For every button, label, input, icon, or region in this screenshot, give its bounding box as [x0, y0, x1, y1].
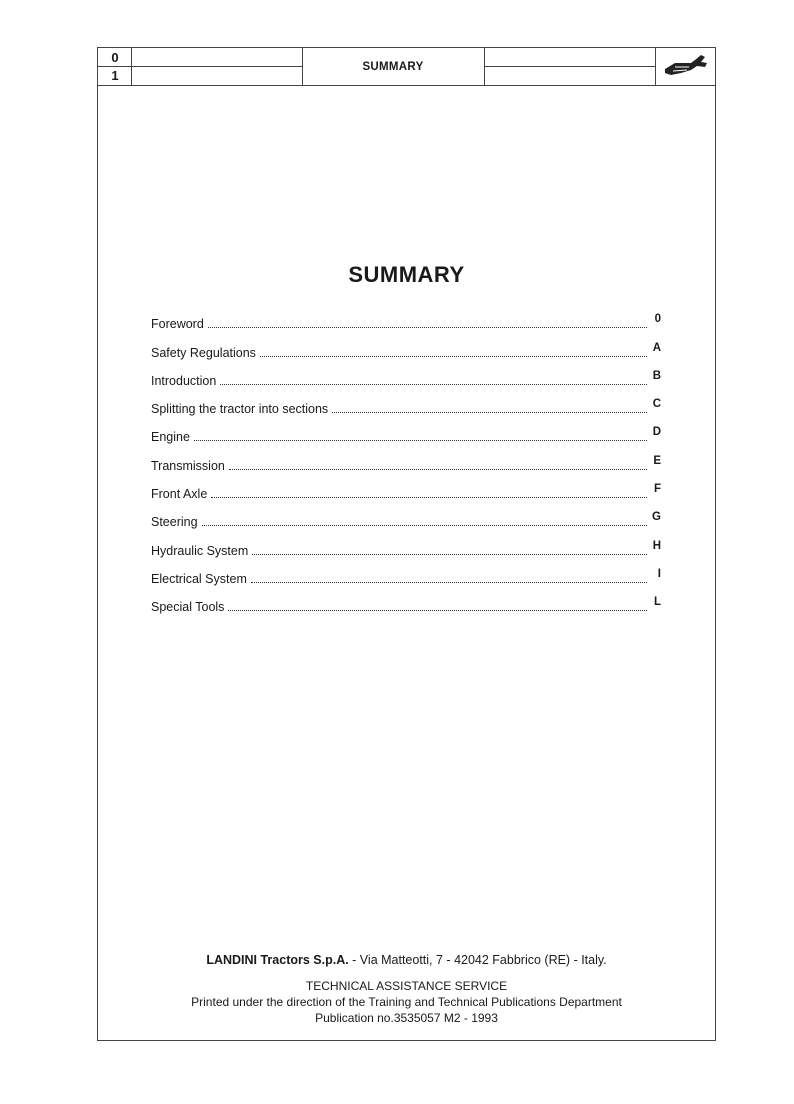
toc-label: Introduction	[151, 373, 217, 388]
toc-entry[interactable]	[151, 586, 661, 614]
toc-label: Engine	[151, 430, 190, 445]
toc-label: Electrical System	[151, 571, 247, 586]
toc-entry[interactable]	[151, 388, 661, 416]
page-frame	[97, 47, 716, 1041]
toc-section-letter: B	[652, 369, 661, 382]
toc-label: Foreword	[151, 317, 204, 332]
header-left-rule	[132, 66, 302, 67]
table-of-contents	[151, 303, 661, 614]
toc-leader	[260, 355, 647, 357]
section-number-bottom: 1	[111, 68, 119, 83]
toc-section-letter: E	[653, 454, 661, 467]
toc-section-letter: 0	[654, 313, 661, 326]
toc-leader	[332, 411, 647, 413]
toc-label: Front Axle	[151, 487, 208, 502]
hand-wrench-icon	[661, 51, 711, 83]
toc-entry[interactable]	[151, 416, 661, 444]
company-name: LANDINI Tractors S.p.A.	[206, 953, 349, 967]
toc-section-letter: A	[652, 341, 661, 354]
toc-label: Splitting the tractor into sections	[151, 402, 329, 417]
toc-section-letter: F	[653, 483, 661, 496]
toc-section-letter: C	[652, 398, 661, 411]
toc-label: Transmission	[151, 458, 225, 473]
toc-entry[interactable]	[151, 529, 661, 557]
toc-entry[interactable]	[151, 331, 661, 359]
toc-label: Safety Regulations	[151, 345, 256, 360]
toc-label: Special Tools	[151, 600, 225, 615]
printed-note: Printed under the direction of the Training and Technical Publications Department	[191, 995, 622, 1009]
header-title: SUMMARY	[362, 60, 424, 73]
toc-entry[interactable]	[151, 501, 661, 529]
toc-section-letter: I	[657, 567, 661, 580]
toc-section-letter: H	[652, 539, 661, 552]
document-title: SUMMARY	[348, 262, 465, 287]
toc-entry[interactable]	[151, 473, 661, 501]
toc-leader	[252, 553, 647, 555]
toc-leader	[208, 326, 647, 328]
section-number-top: 0	[98, 48, 132, 67]
toc-entry[interactable]	[151, 360, 661, 388]
toc-entry[interactable]	[151, 303, 661, 331]
toc-leader	[228, 609, 647, 611]
toc-label: Hydraulic System	[151, 543, 249, 558]
toc-leader	[194, 439, 647, 441]
publication-number: Publication no.3535057 M2 - 1993	[315, 1011, 498, 1025]
toc-entry[interactable]	[151, 558, 661, 586]
toc-leader	[202, 524, 647, 526]
toc-section-letter: L	[653, 596, 661, 609]
company-address: - Via Matteotti, 7 - 42042 Fabbrico (RE) - Italy.	[348, 953, 607, 967]
page-header	[98, 48, 715, 86]
toc-leader	[251, 581, 647, 583]
service-name: TECHNICAL ASSISTANCE SERVICE	[305, 979, 508, 993]
toc-leader	[211, 496, 647, 498]
page-footer	[98, 952, 715, 1026]
toc-leader	[220, 383, 647, 385]
toc-entry[interactable]	[151, 444, 661, 472]
toc-label: Steering	[151, 515, 198, 530]
company-address-line	[98, 952, 715, 968]
toc-leader	[229, 468, 647, 470]
toc-section-letter: D	[652, 426, 661, 439]
toc-section-letter: G	[652, 511, 661, 524]
header-right-rule	[485, 66, 655, 67]
